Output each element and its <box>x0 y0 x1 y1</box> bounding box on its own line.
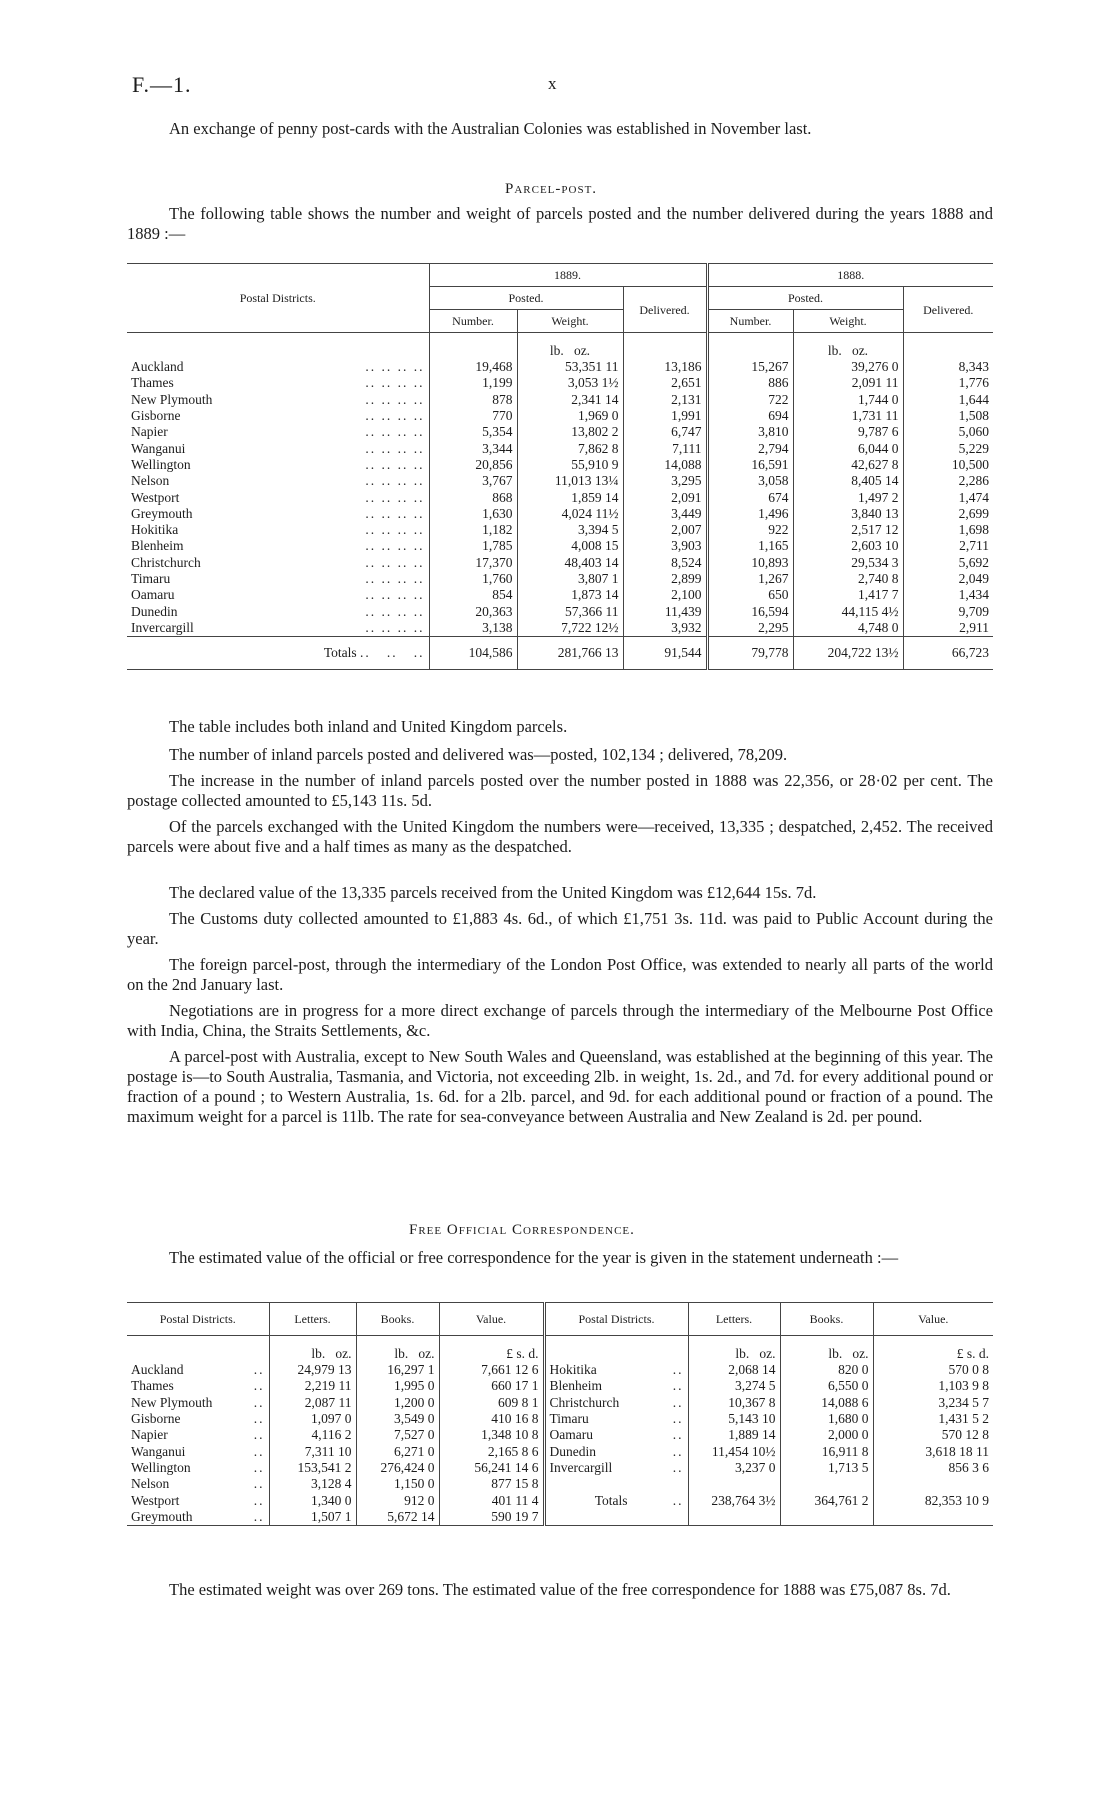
parcel-total-number-1888: 79,778 <box>707 637 793 670</box>
parcel-cell-w89: 1,969 0 <box>517 408 623 424</box>
parcel-district-cell: Blenheim .. .. .. .. <box>131 538 425 554</box>
free-totals-label: Totals .. <box>544 1492 688 1508</box>
free-letters-cell-left: 2,219 11 <box>269 1378 356 1394</box>
table-row <box>127 424 993 440</box>
parcel-post-intro-text: The following table shows the number and weight of parcels posted and the number delivered during the years 1888 and 1889 :— <box>127 204 993 243</box>
parcel-cell-w88: 2,740 8 <box>793 571 903 587</box>
free-books-cell-left: 3,549 0 <box>356 1411 439 1427</box>
parcel-cell-w88: 44,115 4½ <box>793 603 903 619</box>
parcel-district-cell: Dunedin .. .. .. .. <box>131 603 425 619</box>
parcel-header-1888: 1888. <box>707 264 993 287</box>
parcel-cell-n89: 17,370 <box>429 555 517 571</box>
parcel-cell-d89: 11,439 <box>623 603 707 619</box>
parcel-table <box>127 263 993 670</box>
free-letters-cell-right: 3,237 0 <box>688 1460 780 1476</box>
parcel-cell-d89: 7,111 <box>623 440 707 456</box>
free-value-cell-right: 570 0 8 <box>873 1362 993 1378</box>
free-value-cell-left: 401 11 4 <box>439 1492 544 1508</box>
parcel-cell-d89: 14,088 <box>623 457 707 473</box>
parcel-cell-d88: 5,060 <box>903 424 993 440</box>
free-empty-cell <box>544 1476 688 1492</box>
free-district-cell-left: Gisborne .. <box>131 1411 265 1427</box>
free-district-cell-left: Wanganui .. <box>131 1443 265 1459</box>
parcel-cell-n89: 5,354 <box>429 424 517 440</box>
parcel-cell-n88: 10,893 <box>707 555 793 571</box>
free-value-cell-right: 3,618 18 11 <box>873 1443 993 1459</box>
parcel-header-delivered-1889: Delivered. <box>623 287 707 333</box>
page-number: x <box>548 74 557 93</box>
parcel-total-number-1889: 104,586 <box>429 637 517 670</box>
free-district-cell-left: Greymouth .. <box>131 1508 265 1524</box>
parcel-cell-w88: 8,405 14 <box>793 473 903 489</box>
parcel-cell-n88: 886 <box>707 375 793 391</box>
parcel-post-intro <box>127 204 993 244</box>
parcel-cell-n88: 2,295 <box>707 620 793 637</box>
parcel-total-weight-1889: 281,766 13 <box>517 637 623 670</box>
free-books-cell-left: 16,297 1 <box>356 1362 439 1378</box>
parcel-district-cell: Thames .. .. .. .. <box>131 375 425 391</box>
free-official-intro-text: The estimated value of the official or free correspondence for the year is given in the statement underneath :— <box>169 1248 899 1267</box>
free-value-cell-left: 609 8 1 <box>439 1395 544 1411</box>
free-letters-cell-right: 10,367 8 <box>688 1395 780 1411</box>
parcel-cell-w89: 11,013 13¼ <box>517 473 623 489</box>
free-letters-cell-right: 1,889 14 <box>688 1427 780 1443</box>
parcel-total-delivered-1888: 66,723 <box>903 637 993 670</box>
parcel-cell-n88: 650 <box>707 587 793 603</box>
table-row <box>127 1460 993 1476</box>
parcel-cell-n89: 1,760 <box>429 571 517 587</box>
table-row <box>127 1395 993 1411</box>
free-header-books-left: Books. <box>356 1303 439 1336</box>
parcel-cell-n89: 1,630 <box>429 506 517 522</box>
free-district-cell-right: Christchurch .. <box>544 1395 688 1411</box>
free-books-cell-left: 912 0 <box>356 1492 439 1508</box>
parcel-paragraph-4: Of the parcels exchanged with the United Kingdom the numbers were—received, 13,335 ; despatched, 2,452. The received parcels were about five and a half times as many as the despatched. <box>127 817 993 856</box>
parcel-cell-d89: 1,991 <box>623 408 707 424</box>
parcel-cell-w89: 4,024 11½ <box>517 506 623 522</box>
free-value-cell-left: 590 19 7 <box>439 1509 544 1526</box>
free-value-cell-right: 1,103 9 8 <box>873 1378 993 1394</box>
free-value-cell-right: 3,234 5 7 <box>873 1395 993 1411</box>
parcel-cell-n89: 854 <box>429 587 517 603</box>
free-total-letters: 238,764 3½ <box>688 1492 780 1508</box>
free-letters-cell-left: 4,116 2 <box>269 1427 356 1443</box>
parcel-cell-w89: 13,802 2 <box>517 424 623 440</box>
free-value-cell-right: 1,431 5 2 <box>873 1411 993 1427</box>
parcel-unit-1888: lb. oz. <box>793 333 903 360</box>
parcel-header-posted-1888: Posted. <box>707 287 903 310</box>
parcel-cell-w89: 2,341 14 <box>517 392 623 408</box>
parcel-cell-n89: 1,785 <box>429 538 517 554</box>
table-row <box>127 587 993 603</box>
table-row <box>127 1492 993 1508</box>
free-district-cell-right: Timaru .. <box>544 1411 688 1427</box>
free-total-value: 82,353 10 9 <box>873 1492 993 1508</box>
parcel-header-weight-1888: Weight. <box>793 310 903 333</box>
parcel-cell-d89: 2,131 <box>623 392 707 408</box>
free-books-cell-left: 276,424 0 <box>356 1460 439 1476</box>
parcel-cell-w88: 3,840 13 <box>793 506 903 522</box>
parcel-cell-d88: 1,644 <box>903 392 993 408</box>
parcel-cell-d89: 3,295 <box>623 473 707 489</box>
free-books-cell-right: 16,911 8 <box>780 1443 873 1459</box>
free-value-cell-left: 56,241 14 6 <box>439 1460 544 1476</box>
parcel-cell-w88: 6,044 0 <box>793 440 903 456</box>
parcel-cell-n88: 1,165 <box>707 538 793 554</box>
parcel-cell-n89: 878 <box>429 392 517 408</box>
intro-text: An exchange of penny post-cards with the Australian Colonies was established in November last. <box>169 119 812 138</box>
free-books-cell-right: 1,713 5 <box>780 1460 873 1476</box>
parcel-district-cell: Auckland .. .. .. .. <box>131 359 425 375</box>
parcel-header-delivered-1888: Delivered. <box>903 287 993 333</box>
parcel-district-cell: New Plymouth .. .. .. .. <box>131 391 425 407</box>
free-district-cell-right: Hokitika .. <box>544 1362 688 1378</box>
free-empty-cell <box>544 1509 688 1526</box>
table-row <box>127 1378 993 1394</box>
parcel-cell-d88: 9,709 <box>903 603 993 619</box>
free-district-cell-left: New Plymouth .. <box>131 1394 265 1410</box>
parcel-header-1889: 1889. <box>429 264 707 287</box>
parcel-district-cell: Hokitika .. .. .. .. <box>131 522 425 538</box>
parcel-cell-d88: 1,698 <box>903 522 993 538</box>
parcel-paragraph-6: The Customs duty collected amounted to £1,883 4s. 6d., of which £1,751 3s. 11d. was paid to Public Account during the year. <box>127 909 993 948</box>
free-district-cell-left: Auckland .. <box>131 1362 265 1378</box>
parcel-header-posted-1889: Posted. <box>429 287 623 310</box>
parcel-cell-d89: 2,007 <box>623 522 707 538</box>
free-letters-cell-left: 1,340 0 <box>269 1492 356 1508</box>
free-header-books-right: Books. <box>780 1303 873 1336</box>
free-correspondence-table <box>127 1302 993 1526</box>
parcel-cell-n89: 3,767 <box>429 473 517 489</box>
parcel-cell-w88: 2,517 12 <box>793 522 903 538</box>
parcel-cell-d89: 2,899 <box>623 571 707 587</box>
parcel-total-delivered-1889: 91,544 <box>623 637 707 670</box>
free-total-books: 364,761 2 <box>780 1492 873 1508</box>
free-header-letters-left: Letters. <box>269 1303 356 1336</box>
table-row <box>127 555 993 571</box>
parcel-cell-n88: 674 <box>707 489 793 505</box>
parcel-cell-d89: 3,903 <box>623 538 707 554</box>
parcel-cell-w89: 7,722 12½ <box>517 620 623 637</box>
parcel-cell-n89: 20,363 <box>429 603 517 619</box>
parcel-cell-n88: 1,267 <box>707 571 793 587</box>
parcel-cell-w89: 48,403 14 <box>517 555 623 571</box>
parcel-header-number-1889: Number. <box>429 310 517 333</box>
free-district-cell-left: Westport .. <box>131 1492 265 1508</box>
free-value-cell-left: 1,348 10 8 <box>439 1427 544 1443</box>
free-empty-cell <box>873 1509 993 1526</box>
parcel-district-cell: Wanganui .. .. .. .. <box>131 440 425 456</box>
free-books-cell-right: 1,680 0 <box>780 1411 873 1427</box>
free-books-cell-right: 6,550 0 <box>780 1378 873 1394</box>
parcel-cell-d89: 6,747 <box>623 424 707 440</box>
parcel-cell-n89: 868 <box>429 489 517 505</box>
parcel-cell-w89: 7,862 8 <box>517 440 623 456</box>
parcel-paragraph-9: A parcel-post with Australia, except to New South Wales and Queensland, was established at the beginning of this year. The postage is—to South Australia, Tasmania, and Victoria, not exceeding 2lb. in weight, 1s. 2d., and 7d. for every additional pound or fraction of a pound ; to Western Australia, 1s. 6d. for a 2lb. parcel, and 9d. for each additional pound or fraction of a pound. The maximum weight for a parcel is 11lb. The rate for sea-conveyance between Australia and New Zealand is 2d. per pound. <box>127 1047 993 1126</box>
parcel-paragraph-2: The number of inland parcels posted and delivered was—posted, 102,134 ; delivered, 78,209. <box>169 745 788 764</box>
parcel-cell-n89: 19,468 <box>429 359 517 375</box>
parcel-cell-w89: 4,008 15 <box>517 538 623 554</box>
free-district-cell-left: Nelson .. <box>131 1476 265 1492</box>
free-district-cell-right: Oamaru .. <box>544 1427 688 1443</box>
parcel-cell-d88: 5,229 <box>903 440 993 456</box>
free-value-cell-left: 660 17 1 <box>439 1378 544 1394</box>
table-row <box>127 489 993 505</box>
parcel-cell-d88: 1,434 <box>903 587 993 603</box>
free-empty-cell <box>688 1476 780 1492</box>
parcel-cell-n88: 15,267 <box>707 359 793 375</box>
free-header-row <box>127 1303 993 1336</box>
free-value-cell-left: 2,165 8 6 <box>439 1443 544 1459</box>
table-row <box>127 408 993 424</box>
parcel-cell-w88: 1,731 11 <box>793 408 903 424</box>
free-letters-cell-right: 11,454 10½ <box>688 1443 780 1459</box>
table-row <box>127 359 993 375</box>
parcel-cell-n88: 1,496 <box>707 506 793 522</box>
parcel-cell-w89: 1,859 14 <box>517 489 623 505</box>
parcel-cell-d88: 2,049 <box>903 571 993 587</box>
parcel-cell-n88: 3,058 <box>707 473 793 489</box>
parcel-cell-d88: 2,699 <box>903 506 993 522</box>
parcel-unit-1889: lb. oz. <box>517 333 623 360</box>
parcel-cell-w88: 9,787 6 <box>793 424 903 440</box>
table-row <box>127 603 993 619</box>
intro-paragraph <box>127 119 993 139</box>
parcel-district-cell: Nelson .. .. .. .. <box>131 473 425 489</box>
free-header-district-right: Postal Districts. <box>544 1303 688 1336</box>
free-district-cell-left: Wellington .. <box>131 1459 265 1475</box>
parcel-units-row <box>127 333 993 360</box>
parcel-cell-w89: 57,366 11 <box>517 603 623 619</box>
parcel-cell-w89: 3,807 1 <box>517 571 623 587</box>
parcel-cell-n88: 3,810 <box>707 424 793 440</box>
parcel-cell-d88: 2,286 <box>903 473 993 489</box>
free-empty-cell <box>780 1509 873 1526</box>
free-official-closing <box>127 1580 993 1600</box>
parcel-header-district: Postal Districts. <box>239 291 316 305</box>
parcel-cell-w88: 42,627 8 <box>793 457 903 473</box>
free-value-cell-left: 7,661 12 6 <box>439 1362 544 1378</box>
parcel-cell-w89: 55,910 9 <box>517 457 623 473</box>
parcel-cell-w88: 29,534 3 <box>793 555 903 571</box>
parcel-paragraph-1: The table includes both inland and United Kingdom parcels. <box>169 717 568 736</box>
parcel-cell-w88: 39,276 0 <box>793 359 903 375</box>
page-reference: F.—1. <box>132 72 192 97</box>
free-letters-cell-left: 1,507 1 <box>269 1509 356 1526</box>
parcel-cell-d88: 1,508 <box>903 408 993 424</box>
table-row <box>127 506 993 522</box>
parcel-header-weight-1889: Weight. <box>517 310 623 333</box>
parcel-cell-d89: 2,651 <box>623 375 707 391</box>
parcel-district-cell: Wellington .. .. .. .. <box>131 456 425 472</box>
parcel-cell-n88: 2,794 <box>707 440 793 456</box>
free-books-cell-right: 14,088 6 <box>780 1395 873 1411</box>
free-letters-cell-left: 7,311 10 <box>269 1443 356 1459</box>
free-header-value-left: Value. <box>439 1303 544 1336</box>
parcel-cell-w89: 3,053 1½ <box>517 375 623 391</box>
parcel-cell-d88: 8,343 <box>903 359 993 375</box>
table-row <box>127 1443 993 1459</box>
free-letters-cell-left: 153,541 2 <box>269 1460 356 1476</box>
free-letters-cell-left: 3,128 4 <box>269 1476 356 1492</box>
parcel-cell-w89: 1,873 14 <box>517 587 623 603</box>
parcel-cell-n89: 1,182 <box>429 522 517 538</box>
free-header-letters-right: Letters. <box>688 1303 780 1336</box>
parcel-cell-n88: 722 <box>707 392 793 408</box>
parcel-cell-d89: 3,932 <box>623 620 707 637</box>
table-row <box>127 440 993 456</box>
parcel-cell-n89: 770 <box>429 408 517 424</box>
parcel-cell-n89: 1,199 <box>429 375 517 391</box>
free-books-cell-left: 7,527 0 <box>356 1427 439 1443</box>
free-letters-cell-left: 24,979 13 <box>269 1362 356 1378</box>
free-books-cell-left: 6,271 0 <box>356 1443 439 1459</box>
free-value-cell-right: 856 3 6 <box>873 1460 993 1476</box>
parcel-cell-d89: 3,449 <box>623 506 707 522</box>
free-district-cell-right: Blenheim .. <box>544 1378 688 1394</box>
free-books-cell-left: 1,200 0 <box>356 1395 439 1411</box>
table-row <box>127 457 993 473</box>
parcel-district-cell: Oamaru .. .. .. .. <box>131 587 425 603</box>
free-district-cell-right: Dunedin .. <box>544 1443 688 1459</box>
parcel-district-cell: Greymouth .. .. .. .. <box>131 505 425 521</box>
parcel-cell-w88: 1,497 2 <box>793 489 903 505</box>
free-letters-cell-left: 1,097 0 <box>269 1411 356 1427</box>
parcel-paragraph-3: The increase in the number of inland parcels posted over the number posted in 1888 was 22,356, or 28·02 per cent. The postage collected amounted to £5,143 11s. 5d. <box>127 771 993 810</box>
parcel-cell-d89: 2,100 <box>623 587 707 603</box>
parcel-cell-w88: 1,744 0 <box>793 392 903 408</box>
parcel-cell-n88: 16,594 <box>707 603 793 619</box>
free-district-cell-right: Invercargill .. <box>544 1460 688 1476</box>
parcel-cell-n88: 16,591 <box>707 457 793 473</box>
table-row <box>127 473 993 489</box>
free-official-intro <box>127 1248 993 1268</box>
free-books-cell-left: 5,672 14 <box>356 1509 439 1526</box>
parcel-district-cell: Napier .. .. .. .. <box>131 424 425 440</box>
free-letters-cell-right: 5,143 10 <box>688 1411 780 1427</box>
free-value-cell-left: 410 16 8 <box>439 1411 544 1427</box>
table-row <box>127 620 993 637</box>
table-row <box>127 1362 993 1378</box>
parcel-cell-d89: 8,524 <box>623 555 707 571</box>
parcel-paragraph-5: The declared value of the 13,335 parcels received from the United Kingdom was £12,644 15s. 7d. <box>169 883 817 902</box>
parcel-header-years <box>127 264 993 287</box>
parcel-cell-d89: 2,091 <box>623 489 707 505</box>
table-row <box>127 375 993 391</box>
parcel-district-cell: Gisborne .. .. .. .. <box>131 408 425 424</box>
parcel-table-body <box>127 359 993 637</box>
parcel-header-number-1888: Number. <box>707 310 793 333</box>
free-value-cell-right: 570 12 8 <box>873 1427 993 1443</box>
parcel-totals-label: Totals .. .. .. <box>127 637 429 670</box>
parcel-cell-w88: 4,748 0 <box>793 620 903 637</box>
table-row <box>127 392 993 408</box>
parcel-cell-n89: 3,138 <box>429 620 517 637</box>
free-district-cell-left: Napier .. <box>131 1427 265 1443</box>
free-official-closing-text: The estimated weight was over 269 tons. The estimated value of the free correspondence for 1888 was £75,087 8s. 7d. <box>169 1580 951 1599</box>
table-row <box>127 522 993 538</box>
parcel-cell-w88: 2,091 11 <box>793 375 903 391</box>
parcel-cell-w88: 2,603 10 <box>793 538 903 554</box>
free-books-cell-right: 820 0 <box>780 1362 873 1378</box>
free-header-district-left: Postal Districts. <box>127 1303 269 1336</box>
table-row <box>127 1476 993 1492</box>
parcel-cell-n89: 3,344 <box>429 440 517 456</box>
parcel-cell-w89: 53,351 11 <box>517 359 623 375</box>
parcel-cell-d88: 5,692 <box>903 555 993 571</box>
free-district-cell-left: Thames .. <box>131 1378 265 1394</box>
parcel-cell-d88: 2,711 <box>903 538 993 554</box>
parcel-paragraph-7: The foreign parcel-post, through the intermediary of the London Post Office, was extended to nearly all parts of the world on the 2nd January last. <box>127 955 993 994</box>
free-empty-cell <box>873 1476 993 1492</box>
free-books-cell-left: 1,995 0 <box>356 1378 439 1394</box>
parcel-district-cell: Westport .. .. .. .. <box>131 489 425 505</box>
table-row <box>127 538 993 554</box>
parcel-district-cell: Timaru .. .. .. .. <box>131 571 425 586</box>
free-empty-cell <box>780 1476 873 1492</box>
parcel-cell-w88: 1,417 7 <box>793 587 903 603</box>
parcel-district-cell: Christchurch .. .. .. .. <box>131 554 425 570</box>
parcel-paragraph-8: Negotiations are in progress for a more direct exchange of parcels through the intermediary of the Melbourne Post Office with India, China, the Straits Settlements, &c. <box>127 1001 993 1040</box>
table-row <box>127 1509 993 1526</box>
table-row <box>127 571 993 587</box>
free-table-body <box>127 1362 993 1525</box>
parcel-cell-d88: 1,776 <box>903 375 993 391</box>
parcel-cell-n88: 694 <box>707 408 793 424</box>
parcel-cell-d88: 1,474 <box>903 489 993 505</box>
parcel-cell-w89: 3,394 5 <box>517 522 623 538</box>
parcel-total-weight-1888: 204,722 13½ <box>793 637 903 670</box>
parcel-district-cell: Invercargill .. .. .. .. <box>131 619 425 635</box>
free-empty-cell <box>688 1509 780 1526</box>
free-letters-cell-right: 2,068 14 <box>688 1362 780 1378</box>
parcel-cell-d89: 13,186 <box>623 359 707 375</box>
free-letters-cell-right: 3,274 5 <box>688 1378 780 1394</box>
free-value-cell-left: 877 15 8 <box>439 1476 544 1492</box>
free-header-value-right: Value. <box>873 1303 993 1336</box>
table-row <box>127 1411 993 1427</box>
free-units-row: lb. oz. lb. oz. £ s. d. lb. oz. lb. oz. £ s. d. <box>127 1336 993 1363</box>
parcel-totals-row <box>127 637 993 670</box>
free-books-cell-right: 2,000 0 <box>780 1427 873 1443</box>
parcel-post-title: Parcel-post. <box>505 181 598 197</box>
parcel-cell-d88: 2,911 <box>903 620 993 637</box>
free-official-title: Free Official Correspondence. <box>409 1222 635 1238</box>
free-books-cell-left: 1,150 0 <box>356 1476 439 1492</box>
parcel-cell-n88: 922 <box>707 522 793 538</box>
parcel-cell-d88: 10,500 <box>903 457 993 473</box>
free-letters-cell-left: 2,087 11 <box>269 1395 356 1411</box>
table-row <box>127 1427 993 1443</box>
parcel-cell-n89: 20,856 <box>429 457 517 473</box>
